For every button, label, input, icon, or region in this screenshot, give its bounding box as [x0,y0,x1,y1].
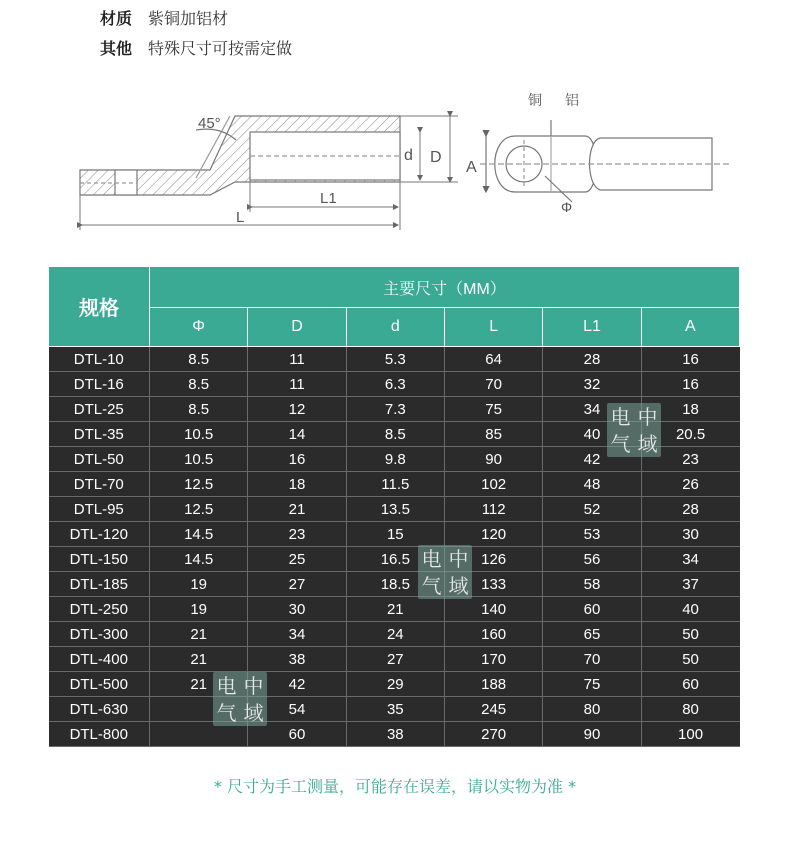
watermark-char: 电 [421,546,442,571]
value-cell: 28 [641,497,739,522]
value-cell: 30 [641,522,739,547]
value-cell: 42 [543,447,641,472]
D-dim-label: D [430,149,442,166]
value-cell: 60 [248,722,346,747]
column-header-L1: L1 [543,308,641,347]
model-cell: DTL-95 [49,497,150,522]
other-spec [100,36,292,59]
value-cell: 12.5 [150,497,248,522]
watermark-logo [418,545,472,599]
value-cell: 133 [444,572,542,597]
column-header-phi: Φ [150,308,248,347]
value-cell: 16 [248,447,346,472]
watermark-char: 域 [637,431,658,456]
model-cell: DTL-120 [49,522,150,547]
model-cell: DTL-70 [49,472,150,497]
table-row [49,572,740,597]
value-cell: 12.5 [150,472,248,497]
watermark-char: 中 [243,673,264,698]
value-cell: 18 [641,397,739,422]
value-cell: 8.5 [346,422,444,447]
value-cell: 8.5 [150,397,248,422]
lug-technical-drawing [0,80,790,240]
column-header-d: d [346,308,444,347]
table-row [49,547,740,572]
aluminum-label: 铝 [565,92,579,108]
value-cell: 40 [543,422,641,447]
table-row [49,622,740,647]
value-cell: 11 [248,372,346,397]
model-cell: DTL-16 [49,372,150,397]
value-cell: 19 [150,597,248,622]
value-cell: 75 [543,672,641,697]
value-cell: 19 [150,572,248,597]
value-cell: 58 [543,572,641,597]
value-cell: 60 [543,597,641,622]
value-cell: 13.5 [346,497,444,522]
value-cell: 7.3 [346,397,444,422]
watermark-char: 电 [610,404,631,429]
watermark-logo [607,403,661,457]
value-cell: 8.5 [150,372,248,397]
table-row [49,372,740,397]
value-cell: 245 [444,697,542,722]
column-header-D: D [248,308,346,347]
value-cell: 70 [543,647,641,672]
value-cell: 27 [248,572,346,597]
value-cell: 102 [444,472,542,497]
top-view [480,120,730,202]
watermark-char: 气 [421,573,442,598]
measurement-note: * 尺寸为手工测量，可能存在误差，请以实物为准 * [213,777,577,796]
value-cell: 140 [444,597,542,622]
value-cell: 50 [641,622,739,647]
other-key: 其他 [100,39,133,58]
value-cell: 10.5 [150,422,248,447]
value-cell: 54 [248,697,346,722]
value-cell: 21 [150,622,248,647]
table-row [49,722,740,747]
table-row [49,522,740,547]
table-subheader-row [49,308,740,347]
value-cell: 25 [248,547,346,572]
watermark-char: 电 [216,673,237,698]
value-cell: 32 [543,372,641,397]
value-cell: 60 [641,672,739,697]
copper-label: 铜 [528,92,542,108]
watermark-char: 气 [610,431,631,456]
value-cell: 14 [248,422,346,447]
value-cell: 112 [444,497,542,522]
value-cell: 34 [248,622,346,647]
value-cell: 6.3 [346,372,444,397]
value-cell: 14.5 [150,522,248,547]
angle-label: 45° [198,115,221,132]
value-cell: 21 [150,647,248,672]
value-cell: 270 [444,722,542,747]
model-cell: DTL-250 [49,597,150,622]
value-cell: 126 [444,547,542,572]
value-cell: 75 [444,397,542,422]
value-cell: 34 [641,547,739,572]
value-cell: 100 [641,722,739,747]
table-row [49,497,740,522]
phi-dim-label: Φ [561,199,573,215]
spec-column-header: 规格 [49,267,150,347]
table-row [49,697,740,722]
value-cell: 70 [444,372,542,397]
model-cell: DTL-50 [49,447,150,472]
value-cell: 10.5 [150,447,248,472]
value-cell: 65 [543,622,641,647]
value-cell: 52 [543,497,641,522]
material-key: 材质 [100,9,133,28]
value-cell: 8.5 [150,347,248,372]
model-cell: DTL-630 [49,697,150,722]
model-cell: DTL-10 [49,347,150,372]
value-cell: 38 [346,722,444,747]
d-dim-label: d [404,147,413,164]
value-cell: 160 [444,622,542,647]
value-cell: 16.5 [346,547,444,572]
value-cell: 11 [248,347,346,372]
value-cell: 16 [641,347,739,372]
value-cell: 64 [444,347,542,372]
value-cell: 9.8 [346,447,444,472]
value-cell: 28 [543,347,641,372]
model-cell: DTL-35 [49,422,150,447]
column-header-A: A [641,308,739,347]
table-row [49,597,740,622]
value-cell: 23 [248,522,346,547]
value-cell: 35 [346,697,444,722]
value-cell: 20.5 [641,422,739,447]
value-cell: 24 [346,622,444,647]
value-cell: 34 [543,397,641,422]
value-cell: 14.5 [150,547,248,572]
table-row [49,647,740,672]
value-cell: 12 [248,397,346,422]
value-cell: 170 [444,647,542,672]
model-cell: DTL-185 [49,572,150,597]
table-row [49,347,740,372]
column-header-L: L [444,308,542,347]
value-cell: 29 [346,672,444,697]
value-cell: 80 [641,697,739,722]
value-cell: 18 [248,472,346,497]
watermark-char: 域 [243,700,264,725]
value-cell: 23 [641,447,739,472]
table-header-row [49,267,740,308]
side-view [80,116,400,195]
L-dim-label: L [236,209,245,226]
other-value: 特殊尺寸可按需定做 [148,39,293,58]
A-dim-label: A [466,159,477,176]
value-cell: 40 [641,597,739,622]
model-cell: DTL-500 [49,672,150,697]
value-cell: 11.5 [346,472,444,497]
value-cell: 90 [543,722,641,747]
watermark-char: 域 [448,573,469,598]
value-cell: 26 [641,472,739,497]
model-cell: DTL-400 [49,647,150,672]
value-cell: 50 [641,647,739,672]
value-cell: 120 [444,522,542,547]
value-cell: 42 [248,672,346,697]
spec-table [48,266,740,747]
value-cell: 188 [444,672,542,697]
value-cell: 21 [346,597,444,622]
L1-dim-label: L1 [320,190,337,207]
value-cell: 80 [543,697,641,722]
value-cell: 18.5 [346,572,444,597]
value-cell: 21 [150,672,248,697]
value-cell: 37 [641,572,739,597]
watermark-char: 中 [637,404,658,429]
value-cell: 90 [444,447,542,472]
value-cell: 56 [543,547,641,572]
table-row [49,472,740,497]
watermark-char: 中 [448,546,469,571]
value-cell: 27 [346,647,444,672]
dimension-group-header: 主要尺寸（MM） [150,267,740,308]
value-cell: 30 [248,597,346,622]
value-cell: 16 [641,372,739,397]
model-cell: DTL-25 [49,397,150,422]
value-cell: 5.3 [346,347,444,372]
value-cell: 38 [248,647,346,672]
value-cell: 53 [543,522,641,547]
material-value: 紫铜加铝材 [148,9,229,28]
watermark-logo [213,672,267,726]
value-cell: 21 [248,497,346,522]
value-cell: 15 [346,522,444,547]
table-row [49,672,740,697]
value-cell: 48 [543,472,641,497]
model-cell: DTL-150 [49,547,150,572]
model-cell: DTL-800 [49,722,150,747]
value-cell: 85 [444,422,542,447]
model-cell: DTL-300 [49,622,150,647]
material-spec [100,6,228,29]
watermark-char: 气 [216,700,237,725]
